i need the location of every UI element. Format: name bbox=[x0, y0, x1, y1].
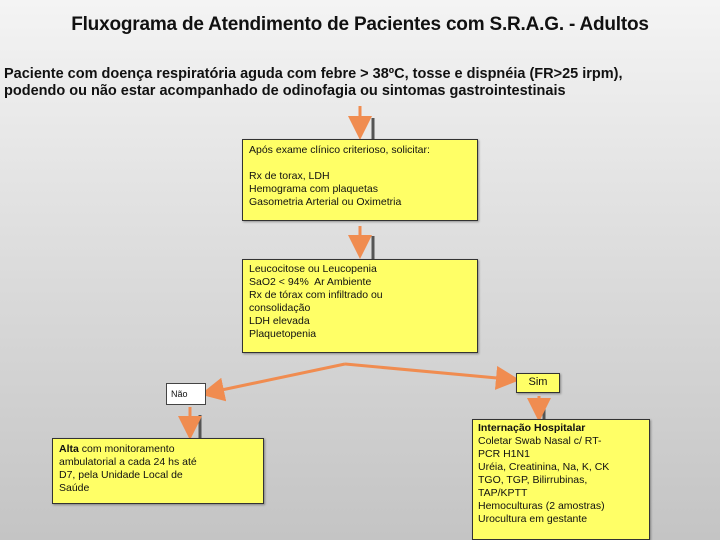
exames-item: Hemograma com plaquetas bbox=[249, 183, 378, 195]
criterio-item: Rx de tórax com infiltrado ou bbox=[249, 289, 383, 301]
internacao-item: Urocultura em gestante bbox=[478, 513, 588, 525]
internacao-box bbox=[472, 419, 650, 540]
alta-box bbox=[52, 438, 264, 504]
nao-box bbox=[166, 383, 206, 405]
internacao-item: TGO, TGP, Bilirrubinas, bbox=[478, 474, 588, 486]
criterio-item: SaO2 < 94% Ar Ambiente bbox=[249, 276, 372, 288]
internacao-heading: Internação Hospitalar bbox=[478, 422, 586, 434]
sim-label: Sim bbox=[528, 376, 548, 388]
exames-item: Rx de torax, LDH bbox=[249, 170, 330, 182]
alta-line: Saúde bbox=[59, 482, 90, 494]
intro-line-1: Paciente com doença respiratória aguda com febre > 38ºC, tosse e dispnéia (FR>25 irpm), bbox=[4, 66, 623, 82]
internacao-item: TAP/KPTT bbox=[478, 487, 528, 499]
exames-item: Gasometria Arterial ou Oximetria bbox=[249, 196, 402, 208]
alta-line: D7, pela Unidade Local de bbox=[59, 469, 183, 481]
alta-heading: Alta bbox=[59, 443, 79, 455]
criterio-item: Leucocitose ou Leucopenia bbox=[249, 263, 377, 275]
criterio-item: Plaquetopenia bbox=[249, 328, 317, 340]
arrow-to-sim bbox=[345, 364, 508, 379]
internacao-item: PCR H1N1 bbox=[478, 448, 530, 460]
spacer bbox=[249, 157, 471, 170]
page-title: Fluxograma de Atendimento de Pacientes com S.R.A.G. - Adultos bbox=[71, 14, 649, 35]
internacao-item: Hemoculturas (2 amostras) bbox=[478, 500, 605, 512]
criterio-item: consolidação bbox=[249, 302, 311, 314]
internacao-item: Coletar Swab Nasal c/ RT- bbox=[478, 435, 602, 447]
internacao-item: Uréia, Creatinina, Na, K, CK bbox=[478, 461, 610, 473]
intro-line-2: podendo ou não estar acompanhado de odinofagia ou sintomas gastrointestinais bbox=[4, 83, 566, 99]
exames-box bbox=[242, 139, 478, 221]
criterios-box bbox=[242, 259, 478, 353]
sim-box bbox=[516, 373, 560, 393]
exames-heading: Após exame clínico criterioso, solicitar: bbox=[249, 144, 430, 156]
nao-label: Não bbox=[171, 389, 188, 399]
criterio-item: LDH elevada bbox=[249, 315, 310, 327]
alta-text: com monitoramento bbox=[78, 443, 175, 455]
arrow-to-nao bbox=[212, 364, 345, 392]
alta-line: ambulatorial a cada 24 hs até bbox=[59, 456, 197, 468]
